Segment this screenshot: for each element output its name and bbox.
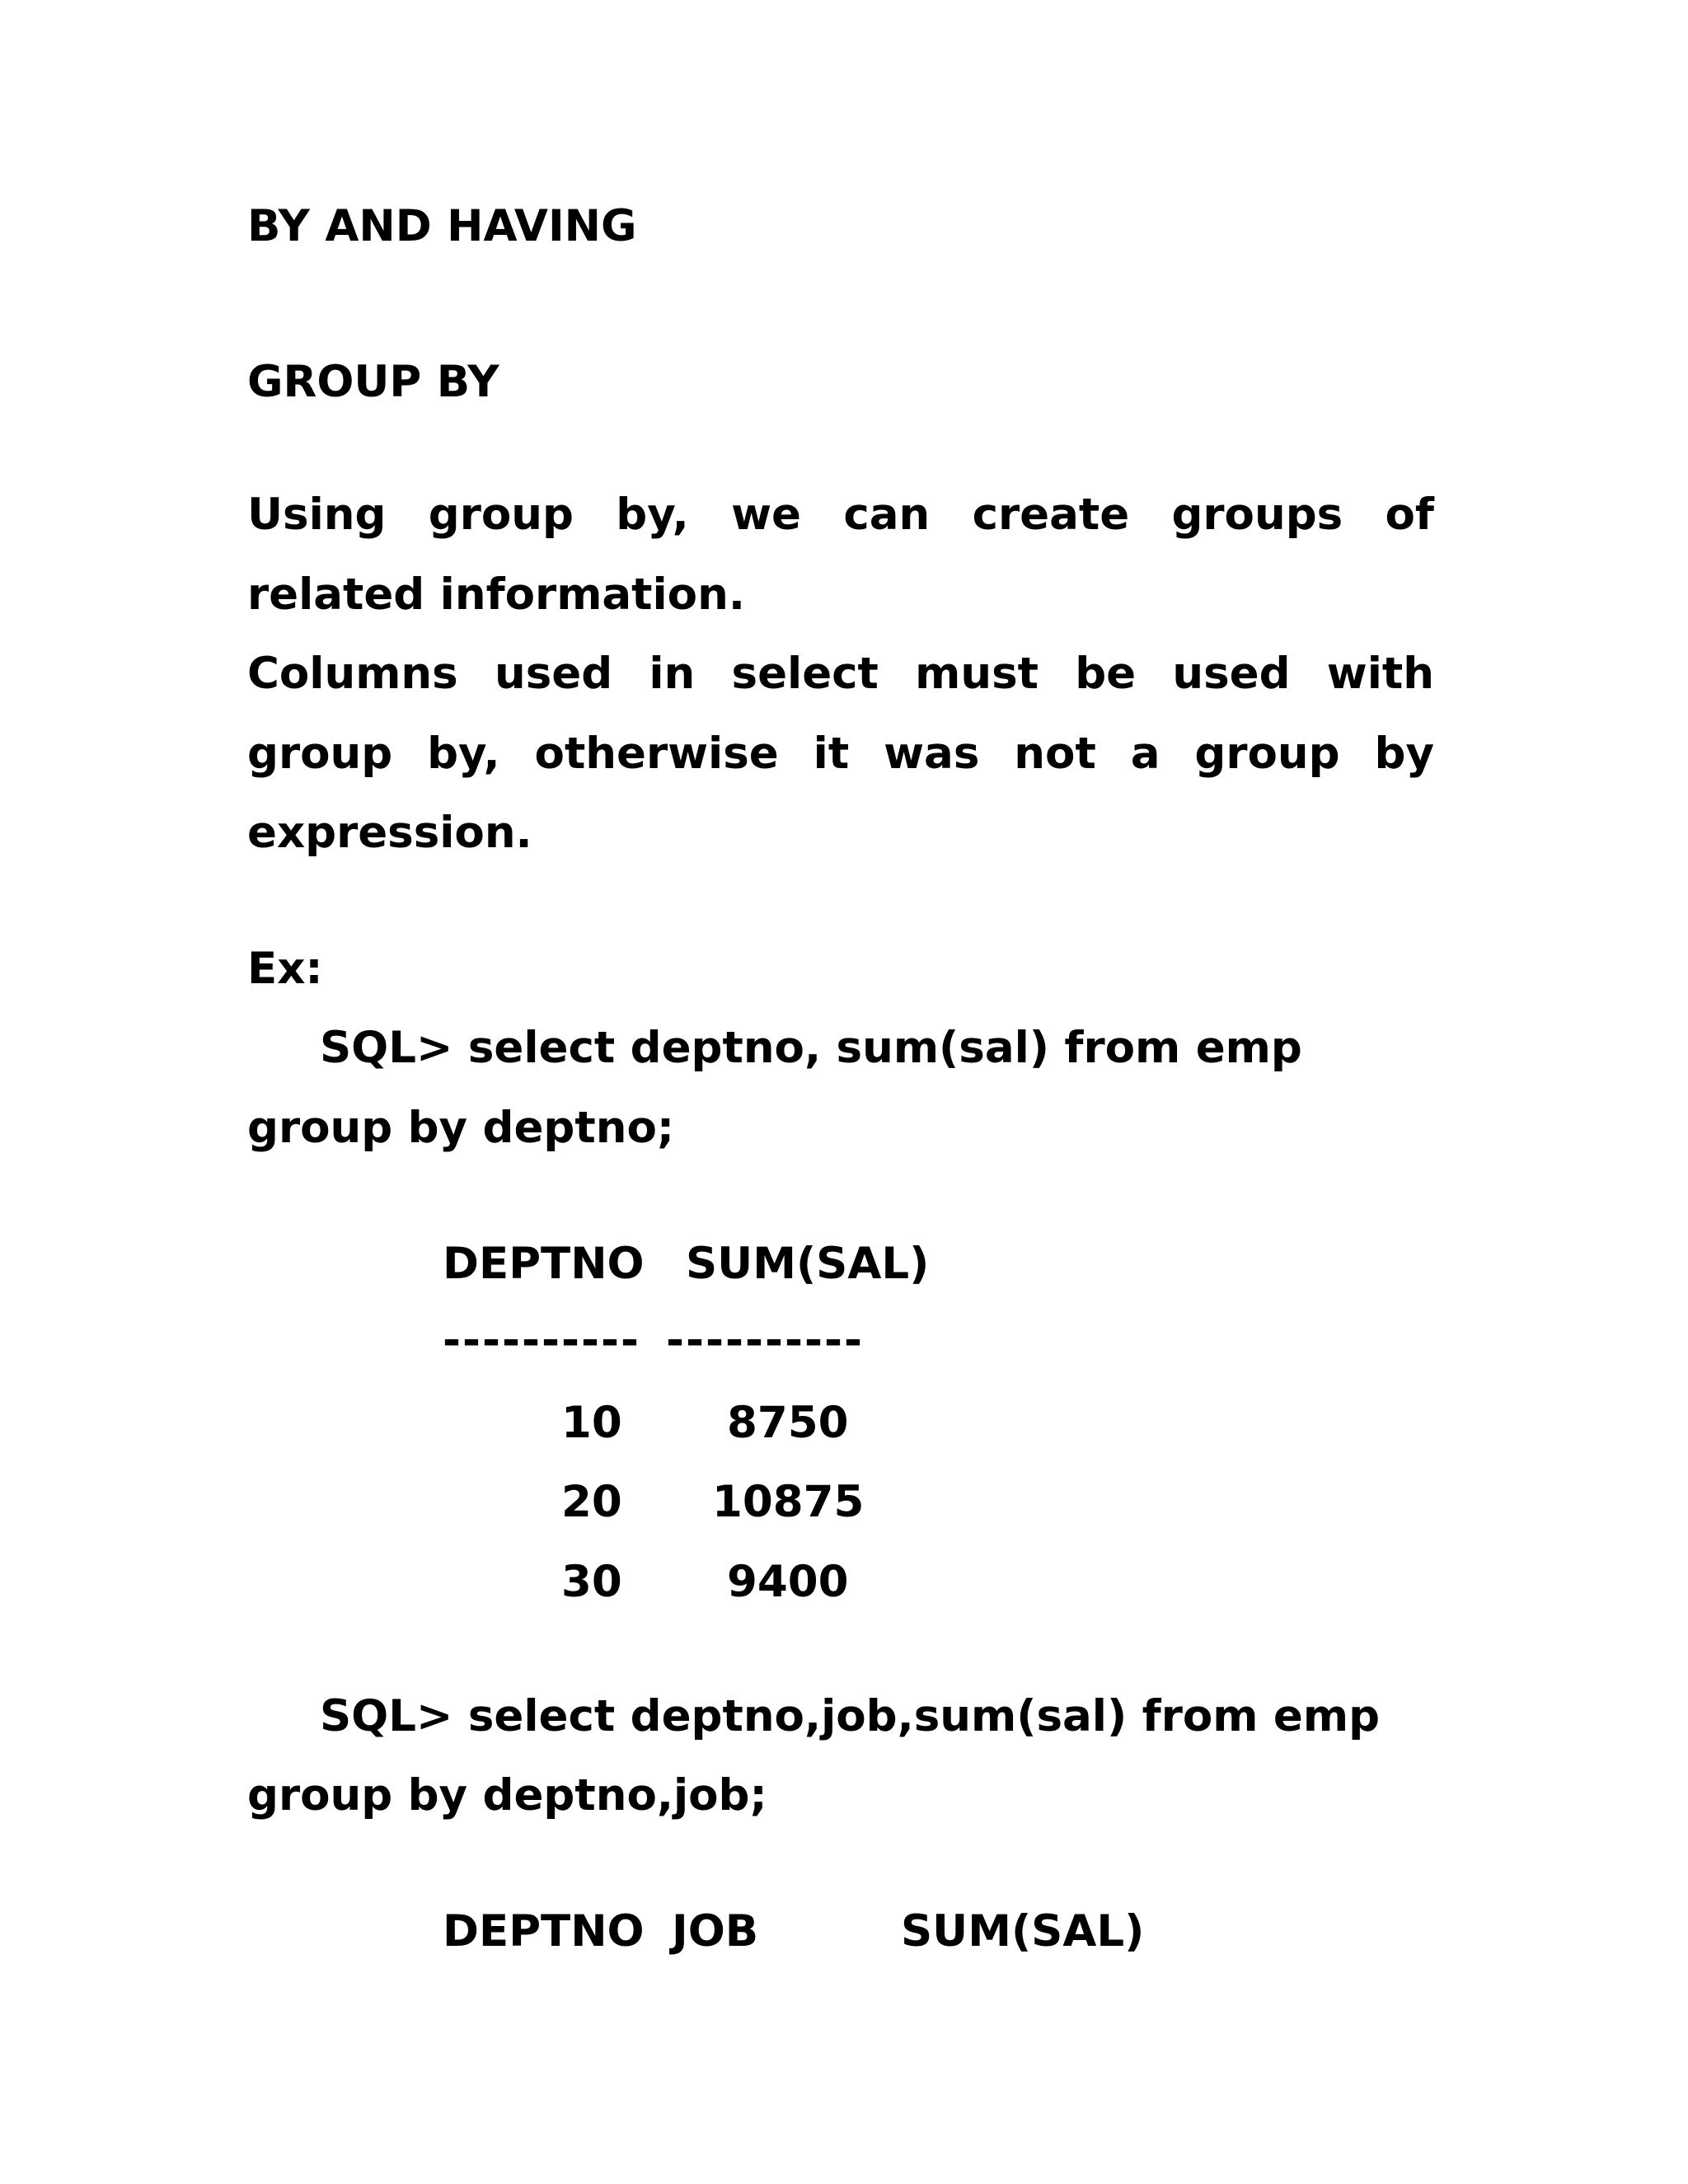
section-heading: BY AND HAVING — [247, 201, 637, 251]
paragraph-line: expression. — [247, 808, 532, 858]
table-cell-deptno: 20 — [561, 1477, 622, 1527]
table-header-deptno: DEPTNO — [443, 1906, 645, 1957]
table-header-job: JOB — [672, 1906, 759, 1957]
sql-query-line: SQL> select deptno, sum(sal) from emp — [320, 1023, 1302, 1073]
table-cell-deptno: 10 — [561, 1398, 622, 1448]
table-header-deptno: DEPTNO — [443, 1239, 645, 1289]
table-cell-sum-sal: 8750 — [727, 1398, 849, 1448]
table-separator: ---------- — [443, 1315, 640, 1366]
example-label: Ex: — [247, 944, 323, 994]
table-cell-sum-sal: 9400 — [727, 1557, 849, 1607]
paragraph-line: group by, otherwise it was not a group by — [247, 729, 1434, 779]
table-separator: ---------- — [666, 1315, 864, 1366]
paragraph-line: related information. — [247, 569, 745, 620]
table-cell-deptno: 30 — [561, 1557, 622, 1607]
subsection-heading: GROUP BY — [247, 357, 499, 407]
paragraph-line: Using group by, we can create groups of — [247, 490, 1434, 540]
table-cell-sum-sal: 10875 — [712, 1477, 865, 1527]
sql-query-line: SQL> select deptno,job,sum(sal) from emp — [320, 1691, 1381, 1741]
sql-query-line: group by deptno,job; — [247, 1770, 767, 1821]
paragraph-line: Columns used in select must be used with — [247, 649, 1434, 699]
sql-query-line: group by deptno; — [247, 1103, 675, 1153]
table-header-sum-sal: SUM(SAL) — [686, 1239, 930, 1289]
table-header-sum-sal: SUM(SAL) — [901, 1906, 1145, 1957]
